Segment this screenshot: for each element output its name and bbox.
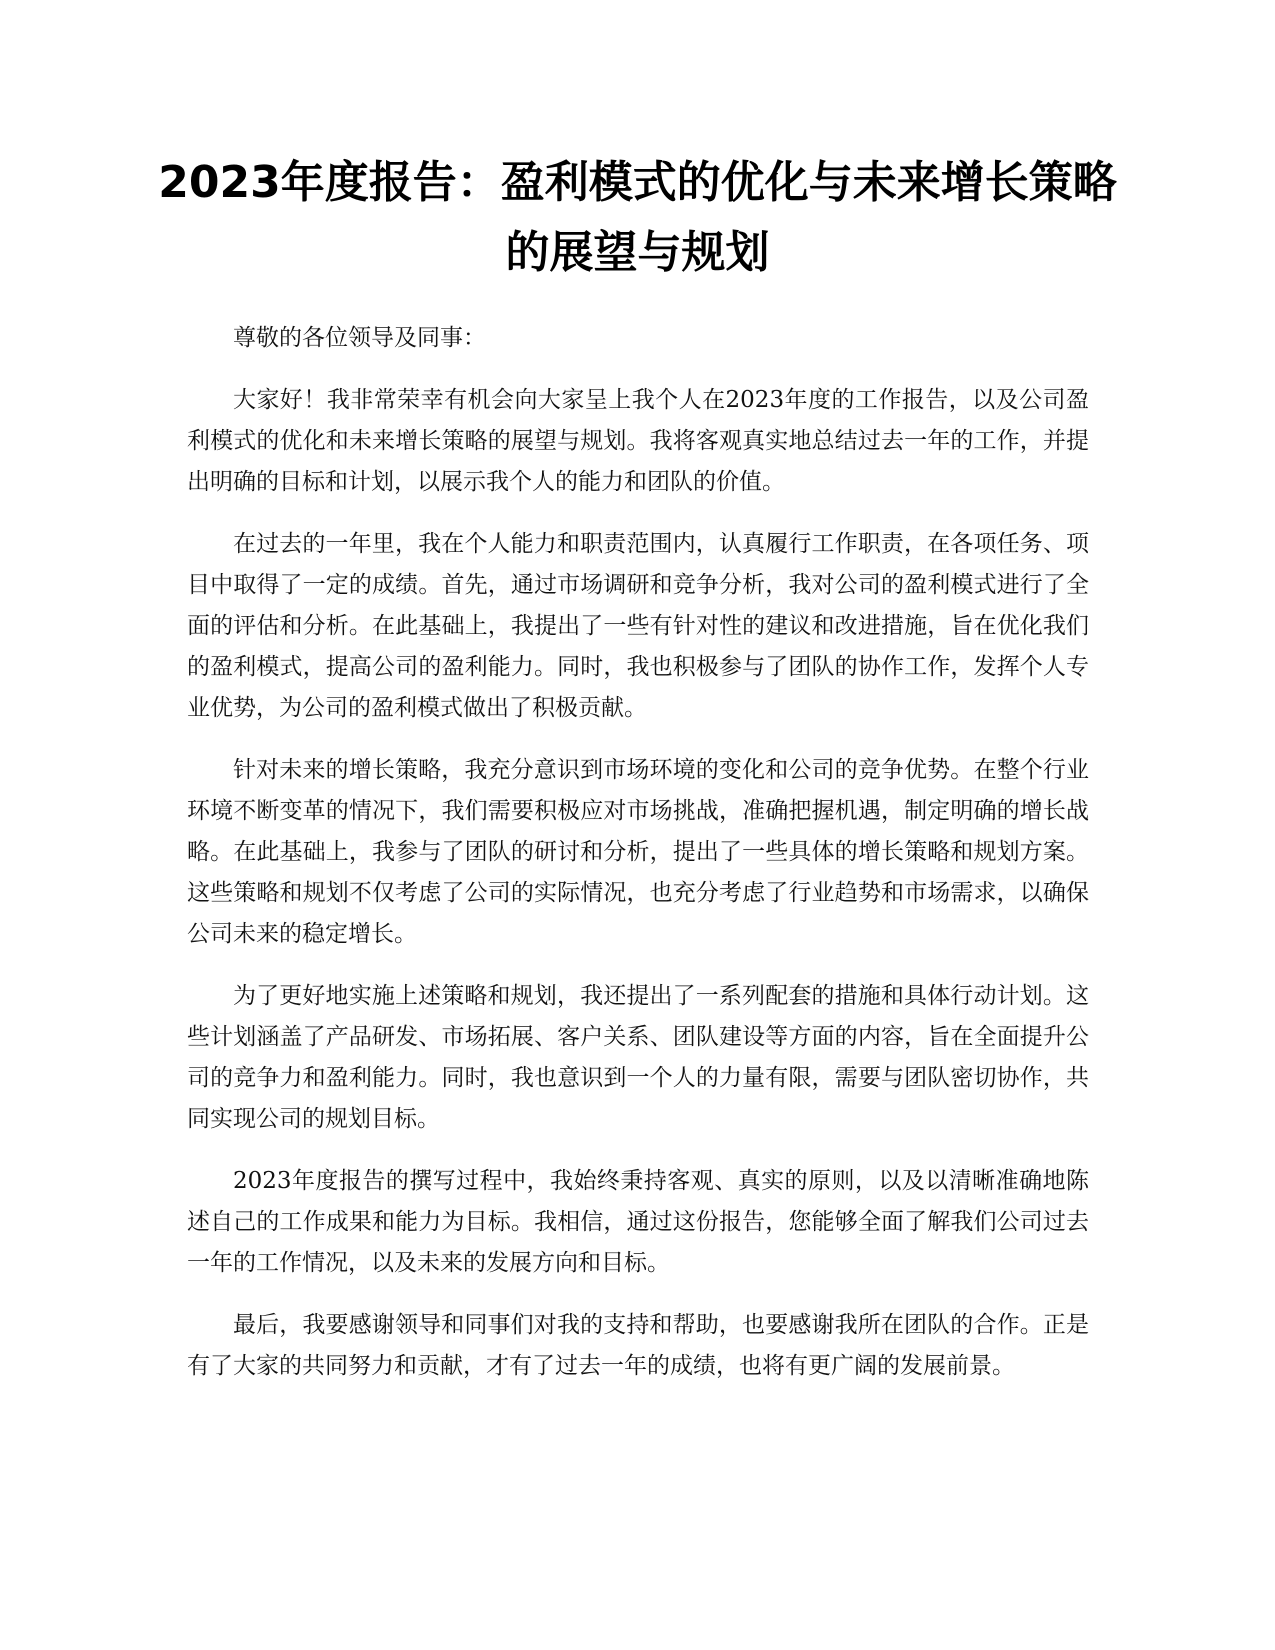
document-title: 2023年度报告：盈利模式的优化与未来增长策略的展望与规划 bbox=[158, 157, 1117, 278]
body-paragraph: 为了更好地实施上述策略和规划，我还提出了一系列配套的措施和具体行动计划。这些计划涵盖了产品研发、市场拓展、客户关系、团队建设等方面的内容，旨在全面提升公司的竞争力和盈利能力。同时，我也意识到一个人的力量有限，需要与团队密切协作，共同实现公司的规划目标。 bbox=[187, 983, 1089, 1132]
body-paragraph: 在过去的一年里，我在个人能力和职责范围内，认真履行工作职责，在各项任务、项目中取得了一定的成绩。首先，通过市场调研和竞争分析，我对公司的盈利模式进行了全面的评估和分析。在此基础上，我提出了一些有针对性的建议和改进措施，旨在优化我们的盈利模式，提高公司的盈利能力。同时，我也积极参与了团队的协作工作，发挥个人专业优势，为公司的盈利模式做出了积极贡献。 bbox=[187, 531, 1089, 721]
body-paragraph: 2023年度报告的撰写过程中，我始终秉持客观、真实的原则，以及以清晰准确地陈述自己的工作成果和能力为目标。我相信，通过这份报告，您能够全面了解我们公司过去一年的工作情况，以及未来的发展方向和目标。 bbox=[187, 1168, 1089, 1276]
body-paragraph: 大家好！我非常荣幸有机会向大家呈上我个人在2023年度的工作报告，以及公司盈利模式的优化和未来增长策略的展望与规划。我将客观真实地总结过去一年的工作，并提出明确的目标和计划，以展示我个人的能力和团队的价值。 bbox=[187, 387, 1089, 495]
document-body bbox=[187, 318, 1089, 1408]
closing-paragraph: 最后，我要感谢领导和同事们对我的支持和帮助，也要感谢我所在团队的合作。正是有了大家的共同努力和贡献，才有了过去一年的成绩，也将有更广阔的发展前景。 bbox=[187, 1312, 1089, 1379]
body-paragraph: 针对未来的增长策略，我充分意识到市场环境的变化和公司的竞争优势。在整个行业环境不断变革的情况下，我们需要积极应对市场挑战，准确把握机遇，制定明确的增长战略。在此基础上，我参与了团队的研讨和分析，提出了一些具体的增长策略和规划方案。这些策略和规划不仅考虑了公司的实际情况，也充分考虑了行业趋势和市场需求，以确保公司未来的稳定增长。 bbox=[187, 757, 1089, 947]
salutation-paragraph: 尊敬的各位领导及同事： bbox=[233, 325, 486, 351]
